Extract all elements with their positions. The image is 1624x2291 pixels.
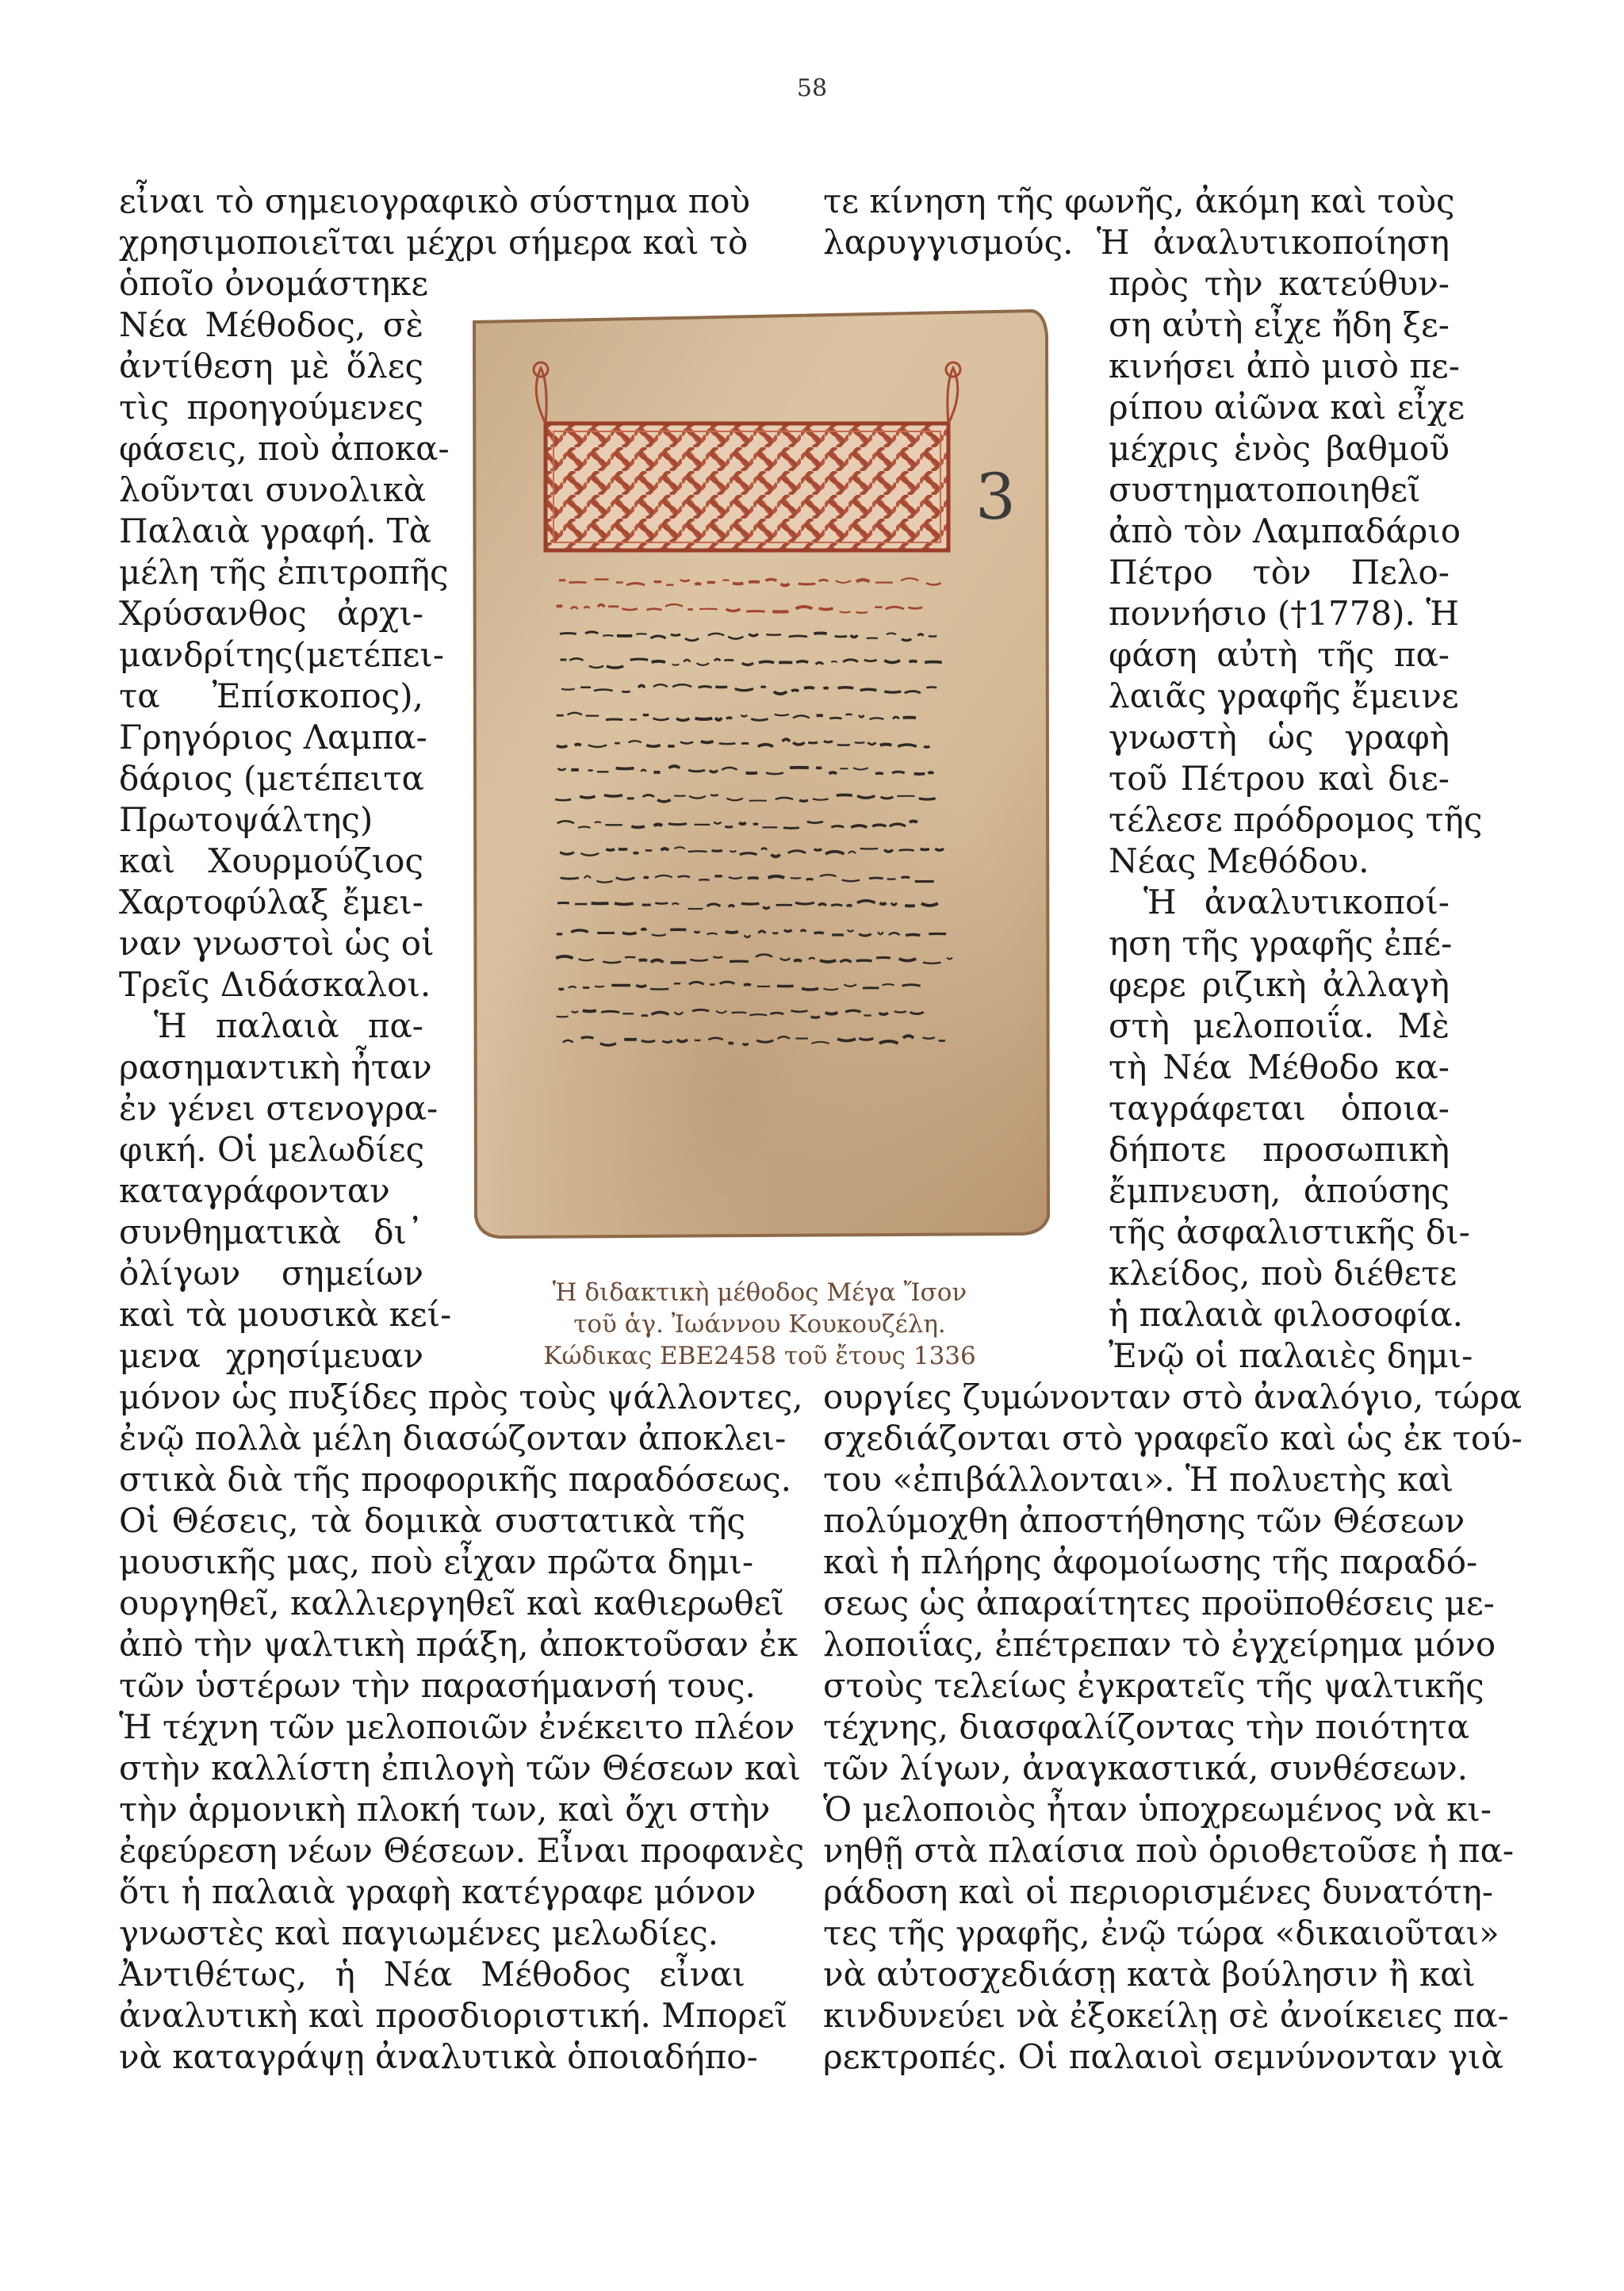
figure-caption [474, 1277, 1045, 1372]
text-line: τῶν ὑστέρων τὴν παρασήμανσή τους. [119, 1666, 756, 1705]
neume-mark [880, 744, 892, 745]
neume-mark [555, 799, 571, 800]
text-line: τὴ Νέα Μέθοδο κα- [1109, 1048, 1450, 1086]
neume-mark [561, 689, 575, 690]
text-line: ἀπὸ τὸν Λαμπαδάριο [1109, 511, 1461, 550]
text-line: Πρωτοψάλτης) [119, 800, 373, 839]
neume-mark [814, 633, 826, 634]
text-line: μανδρίτης(μετέπει- [119, 635, 445, 674]
text-line: του «ἐπιβάλλονται». Ἡ πολυετὴς καὶ [823, 1460, 1454, 1499]
neume-mark [695, 584, 701, 585]
text-line: φάσεις, ποὺ ἀποκα- [119, 429, 450, 468]
text-line: ἀναλυτικὴ καὶ προσδιοριστική. Μπορεῖ [119, 1996, 788, 2035]
text-line: στοὺς τελείως ἐγκρατεῖς τῆς ψαλτικῆς [823, 1666, 1484, 1705]
neume-mark [671, 634, 680, 635]
text-line: τὶς προηγούμενες [119, 388, 423, 427]
neume-mark [615, 903, 634, 904]
text-line: ουργίες ζυμώνονταν στὸ ἀναλόγιο, τώρα [823, 1377, 1522, 1416]
neume-mark [856, 612, 868, 613]
neume-mark [603, 635, 613, 636]
neume-mark [557, 745, 567, 747]
neume-mark [939, 1040, 945, 1041]
neume-mark [746, 611, 764, 612]
text-line: Ἡ ἀναλυτικοποί- [1143, 883, 1450, 921]
text-line: Οἱ Θέσεις, τὰ δομικὰ συστατικὰ τῆς [119, 1501, 745, 1540]
page-number: 58 [796, 75, 828, 102]
text-line: μέχρις ἑνὸς βαθμοῦ [1109, 429, 1450, 468]
neume-mark [864, 660, 877, 661]
neume-mark [808, 742, 818, 743]
neume-mark [902, 877, 910, 878]
neume-mark [902, 639, 911, 641]
text-line: τε κίνηση τῆς φωνῆς, ἀκόμη καὶ τοὺς [823, 182, 1455, 220]
neume-mark [902, 985, 921, 987]
neume-mark [921, 849, 929, 850]
text-line: νὰ αὐτοσχεδιάσῃ κατὰ βούλησιν ἢ καὶ [823, 1955, 1476, 1994]
text-line: ρασημαντικὴ ἦταν [119, 1048, 432, 1086]
text-line: τέλεσε πρόδρομος τῆς [1109, 800, 1483, 839]
text-line: στὴ μελοποιΐα. Μὲ [1109, 1006, 1450, 1045]
text-line: καὶ Χουρμούζιος [119, 841, 423, 880]
neume-mark [824, 741, 833, 742]
text-line: Ὁ μελοποιὸς ἦταν ὑποχρεωμένος νὰ κι- [823, 1790, 1492, 1829]
text-line: χρησιμοποιεῖται μέχρι σήμερα καὶ τὸ [119, 223, 749, 262]
neume-mark [695, 718, 713, 719]
neume-mark [642, 1015, 648, 1016]
neume-mark [619, 849, 627, 850]
text-line: Ἐνῷ οἱ παλαιὲς δημι- [1109, 1336, 1473, 1375]
neume-mark [583, 1010, 596, 1011]
text-line: Ἀντιθέτως, ἡ Νέα Μέθοδος εἶναι [119, 1955, 745, 1994]
neume-mark [622, 609, 638, 610]
neume-mark [819, 608, 833, 610]
text-line: κινδυνεύει νὰ ἐξοκείλῃ σὲ ἀνοίκειες πα- [823, 1996, 1509, 2035]
neume-mark [741, 903, 760, 904]
neume-mark [646, 745, 661, 747]
neume-mark [829, 772, 837, 774]
neume-mark [559, 988, 564, 989]
neume-mark [875, 773, 883, 774]
neume-mark [899, 850, 914, 851]
text-line: γνωστὲς καὶ παγιωμένες μελωδίες. [119, 1914, 718, 1952]
neume-mark [601, 1011, 619, 1012]
neume-mark [606, 719, 622, 720]
neume-mark [835, 636, 848, 637]
neume-mark [725, 826, 733, 827]
neume-mark [825, 1013, 838, 1014]
caption-line: τοῦ ἁγ. Ἰωάννου Κουκουζέλη. [573, 1310, 946, 1339]
neume-mark [668, 824, 687, 825]
neume-mark [880, 903, 887, 905]
text-line: ράδοση καὶ οἱ περιορισμένες δυνατότη- [823, 1872, 1494, 1911]
neume-mark [748, 878, 759, 879]
neume-mark [749, 1014, 767, 1015]
neume-mark [642, 1040, 655, 1042]
neume-mark [791, 690, 799, 691]
neume-mark [879, 1013, 888, 1014]
text-line: μέλη τῆς ἐπιτροπῆς [119, 553, 449, 592]
text-line: φερε ριζικὴ ἀλλαγὴ [1109, 965, 1450, 1004]
text-line: γνωστὴ ὡς γραφὴ [1109, 718, 1450, 757]
text-line: τῶν λίγων, ἀναγκαστικά, συνθέσεων. [823, 1749, 1469, 1787]
neume-mark [639, 960, 647, 961]
neume-mark [929, 772, 934, 774]
neume-mark [743, 1044, 749, 1045]
text-line: ἐφεύρεση νέων Θέσεων. Εἶναι προφανὲς [119, 1831, 805, 1870]
neume-mark [592, 903, 609, 904]
neume-mark [796, 661, 808, 663]
neume-mark [781, 584, 790, 585]
text-line: ρεκτροπές. Οἱ παλαιοὶ σεμνύνονταν γιὰ [823, 2037, 1503, 2076]
neume-mark [688, 770, 705, 772]
text-line: ση αὐτὴ εἶχε ἤδη ξε- [1109, 305, 1450, 344]
text-line: νηθῇ στὰ πλαίσια ποὺ ὁριοθετοῦσε ἡ πα- [823, 1831, 1515, 1870]
neume-mark [606, 849, 615, 850]
neume-mark [604, 795, 622, 796]
text-line: καὶ τὰ μουσικὰ κεί- [119, 1295, 452, 1334]
text-line: συνθηματικὰ δι᾿ [119, 1213, 423, 1251]
neume-mark [707, 582, 715, 583]
neume-mark [699, 687, 712, 688]
neume-mark [646, 609, 661, 610]
neume-mark [789, 636, 807, 637]
text-line: νὰ καταγράψῃ ἀναλυτικὰ ὁποιαδήπο- [119, 2037, 758, 2076]
text-line: δάριος (μετέπειτα [119, 759, 424, 798]
neume-mark [688, 851, 707, 852]
manuscript-image [468, 305, 1051, 1240]
caption-line: Κώδικας ΕΒΕ2458 τοῦ ἔτους 1336 [543, 1342, 976, 1370]
neume-mark [791, 878, 801, 879]
neume-mark [630, 659, 648, 660]
text-line: ἐν γένει στενογρα- [119, 1089, 439, 1128]
text-line: λοῦνται συνολικὰ [119, 470, 427, 509]
neume-mark [908, 607, 922, 608]
text-line: Χρύσανθος ἀρχι- [119, 594, 423, 633]
neume-mark [569, 582, 587, 583]
neume-mark [924, 746, 929, 747]
neume-mark [831, 826, 844, 828]
text-line: λοποιΐας, ἐπέτρεπαν τὸ ἐγχείρημα μόνο [823, 1625, 1496, 1664]
neume-mark [872, 825, 887, 826]
text-line: Ἡ παλαιὰ πα- [154, 1006, 423, 1045]
page-mark: 3 [975, 460, 1016, 534]
text-line: ἐνῷ πολλὰ μέλη διασώζονταν ἀποκλει- [119, 1419, 787, 1458]
text-line: σχεδιάζονται στὸ γραφεῖο καὶ ὡς ἐκ τού- [823, 1419, 1522, 1458]
text-line: σεως ὡς ἀπαραίτητες προϋποθέσεις με- [823, 1584, 1495, 1622]
neume-mark [652, 661, 665, 662]
neume-mark [674, 795, 685, 796]
neume-mark [892, 772, 905, 773]
neume-mark [744, 984, 751, 985]
neume-mark [699, 879, 710, 880]
neume-mark [759, 661, 774, 663]
neume-mark [583, 987, 589, 988]
text-line: συστηματοποιηθεῖ [1109, 470, 1421, 509]
neume-mark [794, 960, 802, 962]
neume-mark [860, 689, 877, 690]
text-line: Ἡ τέχνη τῶν μελοποιῶν ἐνέκειτο πλέον [119, 1707, 795, 1746]
text-line: δήποτε προσωπικὴ [1109, 1130, 1450, 1169]
text-line: λαιᾶς γραφῆς ἔμεινε [1109, 676, 1459, 715]
text-line: Πέτρο τὸν Πελο- [1109, 553, 1450, 592]
neume-mark [926, 687, 936, 688]
neume-mark [730, 961, 749, 962]
text-line: τὴν ἁρμονικὴ πλοκή των, καὶ ὄχι στὴν [119, 1790, 771, 1829]
text-line: ἡ παλαιὰ φιλοσοφία. [1109, 1295, 1463, 1334]
neume-mark [730, 851, 736, 852]
neume-mark [766, 580, 777, 581]
neume-mark [616, 768, 634, 769]
text-line: ὅτι ἡ παλαιὰ γραφὴ κατέγραφε μόνον [119, 1872, 756, 1911]
text-line: κινήσει ἀπὸ μισὸ πε- [1109, 347, 1460, 385]
neume-mark [783, 828, 799, 829]
neume-mark [814, 849, 822, 851]
neume-mark [701, 741, 714, 743]
neume-mark [733, 583, 743, 584]
neume-mark [761, 687, 766, 688]
neume-mark [847, 906, 852, 907]
text-line: κλείδος, ποὺ διέθετε [1109, 1254, 1457, 1293]
text-line: μουσικῆς μας, ποὺ εἶχαν πρῶτα δημι- [119, 1542, 754, 1581]
neume-mark [714, 957, 723, 958]
neume-mark [753, 824, 758, 825]
text-line: λαρυγγισμούς. Ἡ ἀναλυτικοποίηση [823, 223, 1450, 262]
neume-mark [631, 826, 645, 827]
neume-mark [925, 662, 942, 663]
neume-mark [561, 878, 579, 879]
text-line: τα Ἐπίσκοπος), [119, 676, 423, 715]
neume-mark [856, 960, 872, 961]
neume-mark [909, 661, 917, 662]
text-line: ταγράφεται ὁποια- [1109, 1089, 1450, 1128]
text-line: ἀντίθεση μὲ ὅλες [119, 347, 423, 385]
text-line: φάση αὐτὴ τῆς πα- [1109, 635, 1450, 674]
text-line: μενα χρησίμευαν [119, 1336, 423, 1375]
text-line: ἔμπνευση, ἀπούσης [1109, 1171, 1450, 1210]
text-line: ουργηθεῖ, καλλιεργηθεῖ καὶ καθιερωθεῖ [119, 1584, 784, 1622]
text-line: Νέα Μέθοδος, σὲ [119, 305, 423, 344]
text-line: Τρεῖς Διδάσκαλοι. [119, 965, 431, 1004]
text-line: τες τῆς γραφῆς, ἐνῷ τώρα «δικαιοῦται» [823, 1914, 1500, 1952]
text-line: ναν γνωστοὶ ὡς οἱ [119, 924, 435, 963]
text-line: καταγράφονταν [119, 1171, 390, 1210]
neume-mark [768, 876, 785, 878]
neume-mark [580, 796, 595, 798]
neume-mark [935, 849, 944, 850]
neume-mark [923, 963, 941, 964]
neume-mark [914, 774, 925, 775]
text-line: Γρηγόριος Λαμπα- [119, 718, 427, 757]
text-line: καὶ ἡ πλήρης ἀφομοίωσης τῆς παραδό- [823, 1542, 1478, 1581]
neume-mark [661, 849, 669, 850]
neume-mark [560, 633, 576, 634]
text-line: Παλαιὰ γραφή. Τὰ [119, 511, 431, 550]
neume-mark [806, 879, 814, 880]
text-line: Χαρτοφύλαξ ἔμει- [119, 883, 423, 921]
neume-mark [820, 960, 836, 962]
text-line: ποννήσιο (†1778). Ἡ [1109, 594, 1459, 633]
text-line: ρίπου αἰῶνα καὶ εἶχε [1109, 388, 1465, 427]
text-line: ηση τῆς γραφῆς ἐπέ- [1109, 924, 1453, 963]
text-line: πρὸς τὴν κατεύθυν- [1109, 264, 1450, 303]
text-line: Νέας Μεθόδου. [1109, 841, 1369, 880]
neume-mark [869, 878, 883, 879]
text-line: πολύμοχθη ἀποστήθησης τῶν Θέσεων [823, 1501, 1465, 1540]
caption-line: Ἡ διδακτικὴ μέθοδος Μέγα Ἴσον [552, 1278, 967, 1307]
neume-mark [642, 929, 646, 930]
neume-mark [634, 852, 638, 853]
neume-mark [802, 988, 818, 990]
neume-mark [799, 800, 808, 801]
manuscript-figure [468, 305, 1051, 1240]
neume-mark [695, 931, 700, 933]
text-line: τέχνης, διασφαλίζοντας τὴν ποιότητα [823, 1707, 1469, 1746]
neume-mark [695, 1040, 701, 1041]
neume-mark [739, 822, 745, 824]
neume-mark [719, 743, 736, 744]
neume-mark [906, 934, 920, 935]
neume-mark [724, 660, 733, 661]
text-line: ἀπὸ τὴν ψαλτικὴ πράξη, ἀποκτοῦσαν ἐκ [119, 1625, 799, 1664]
text-line: μόνον ὡς πυξίδες πρὸς τοὺς ψάλλοντες, [119, 1377, 803, 1416]
neume-mark [678, 876, 690, 877]
neume-mark [712, 850, 723, 851]
neume-mark [831, 905, 842, 906]
neume-mark [655, 903, 668, 904]
neume-mark [615, 743, 619, 744]
neume-mark [622, 933, 637, 934]
text-line: τῆς ἀσφαλιστικῆς δι- [1109, 1213, 1470, 1251]
neume-mark [726, 932, 738, 933]
neume-mark [654, 825, 663, 826]
text-line: στὴν καλλίστη ἐπιλογὴ τῶν Θέσεων καὶ [119, 1749, 802, 1787]
text-line: ὁποῖο ὀνομάστηκε [119, 264, 429, 303]
neume-mark [644, 877, 649, 878]
neume-mark [741, 743, 749, 744]
neume-mark [581, 1037, 594, 1038]
text-line: τοῦ Πέτρου καὶ διε- [1109, 759, 1450, 798]
text-line: ὀλίγων σημείων [119, 1254, 423, 1293]
neume-mark [636, 985, 646, 987]
text-line: στικὰ διὰ τῆς προφορικῆς παραδόσεως. [119, 1460, 791, 1499]
neume-mark [855, 742, 865, 743]
neume-mark [766, 634, 781, 635]
text-line: φική. Οἱ μελωδίες [119, 1130, 425, 1169]
text-line: εἶναι τὸ σημειογραφικὸ σύστημα ποὺ [119, 182, 751, 220]
